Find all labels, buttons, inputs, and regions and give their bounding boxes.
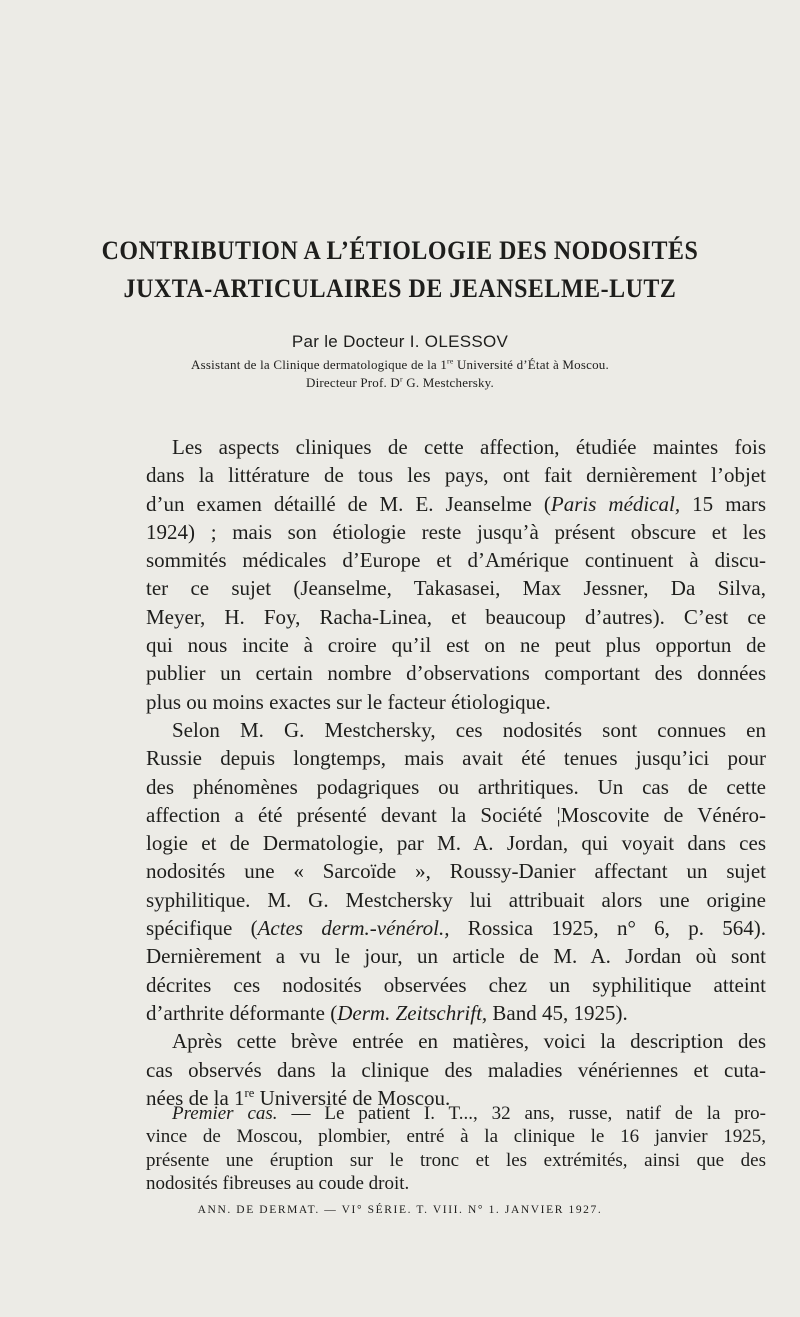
director-text: G. Mestchersky. (402, 375, 494, 390)
affiliation-sup: re (447, 356, 454, 366)
text-line: nodosités une « Sarcoïde », Roussy-Danier affectant un sujet (146, 859, 766, 884)
affiliation-line-1 (0, 356, 800, 374)
text-line: plus ou moins exactes sur le facteur étiologique. (146, 689, 551, 714)
text-line: dans la littérature de tous les pays, ont fait dernièrement l’objet (146, 463, 766, 488)
text-run: nées de la 1 (146, 1085, 245, 1110)
text-line: Dernièrement a vu le jour, un article de M. A. Jordan où sont (146, 944, 766, 969)
text-line: publier un certain nombre d’observations comportant des données (146, 661, 766, 686)
text-line (146, 914, 766, 942)
text-line: ter ce sujet (Jeanselme, Takasasei, Max Jessner, Da Silva, (146, 576, 766, 601)
text-line: vince de Moscou, plombier, entré à la clinique le 16 janvier 1925, (146, 1126, 766, 1148)
text-line: nodosités fibreuses au coude droit. (146, 1172, 410, 1194)
text-line: sommités médicales d’Europe et d’Amérique continuent à discu- (146, 548, 766, 573)
text-line: logie et de Dermatologie, par M. A. Jordan, qui voyait dans ces (146, 831, 766, 856)
text-run: Band 45, 1925). (487, 1000, 628, 1025)
text-line: Meyer, H. Foy, Racha-Linea, et beaucoup d’autres). C’est ce (146, 604, 766, 629)
text-line (146, 999, 766, 1027)
citation-title: Derm. Zeitschrift, (337, 1000, 488, 1025)
text-line: 1924) ; mais son étiologie reste jusqu’à présent obscure et les (146, 519, 766, 544)
text-line (146, 1102, 766, 1125)
case-label: Premier cas. (172, 1103, 278, 1124)
journal-footer: ANN. DE DERMAT. — VI° SÉRIE. T. VIII. N° 1. JANVIER 1927. (197, 1204, 603, 1216)
affiliation-text: Assistant de la Clinique dermatologique de la 1 (191, 357, 448, 372)
article-title (32, 232, 768, 308)
text-line: affection a été présenté devant la Société ¦Moscovite de Vénéro- (146, 802, 766, 827)
ordinal-sup: re (244, 1085, 255, 1100)
title-line-1: CONTRIBUTION A L’ÉTIOLOGIE DES NODOSITÉS (101, 236, 699, 265)
text-run: Université de Moscou. (254, 1085, 451, 1110)
paragraph-3 (146, 1027, 766, 1112)
affiliation-text: Université d’État à Moscou. (453, 357, 609, 372)
text-line: Selon M. G. Mestchersky, ces nodosités sont connues en (172, 717, 766, 742)
text-line: décrites ces nodosités observées chez un syphilitique atteint (146, 972, 766, 997)
director-sup: r (400, 374, 403, 384)
citation-title: Actes derm.-vénérol., (257, 916, 450, 941)
text-line: Les aspects cliniques de cette affection, étudiée maintes fois (172, 435, 766, 459)
director-text: Directeur Prof. D (306, 375, 401, 390)
text-run: — Le patient I. T..., 32 ans, russe, natif de la pro- (277, 1103, 766, 1124)
author-affiliation (0, 356, 800, 392)
text-line: Après cette brève entrée en matières, voici la description des (172, 1029, 766, 1054)
text-run: 15 mars (680, 491, 767, 516)
affiliation-line-2 (0, 374, 800, 392)
text-run: d’un examen détaillé de M. E. Jeanselme ( (146, 491, 551, 516)
text-run: d’arthrite déformante ( (146, 1000, 338, 1025)
citation-title: Paris médical, (550, 491, 681, 516)
text-line: Russie depuis longtemps, mais avait été tenues jusqu’ici pour (146, 746, 766, 771)
author-byline: Par le Docteur I. OLESSOV (291, 332, 509, 351)
text-run: spécifique ( (146, 916, 258, 941)
text-line: présente une éruption sur le tronc et les extrémités, ainsi que des (146, 1149, 766, 1171)
title-line-2: JUXTA-ARTICULAIRES DE JEANSELME-LUTZ (123, 274, 677, 303)
paragraph-2 (146, 716, 766, 1027)
article-body (146, 433, 766, 1112)
text-line: cas observés dans la clinique des maladies vénériennes et cuta- (146, 1057, 766, 1082)
text-line: syphilitique. M. G. Mestchersky lui attribuait alors une origine (146, 887, 766, 912)
text-run: Rossica 1925, n° 6, p. 564). (449, 916, 766, 941)
text-line: qui nous incite à croire qu’il est on ne peut plus opportun de (146, 633, 766, 658)
paragraph-1 (146, 433, 766, 716)
case-1-section (146, 1102, 766, 1195)
text-line (146, 490, 766, 518)
text-line: des phénomènes podagriques ou arthritiques. Un cas de cette (146, 774, 766, 799)
